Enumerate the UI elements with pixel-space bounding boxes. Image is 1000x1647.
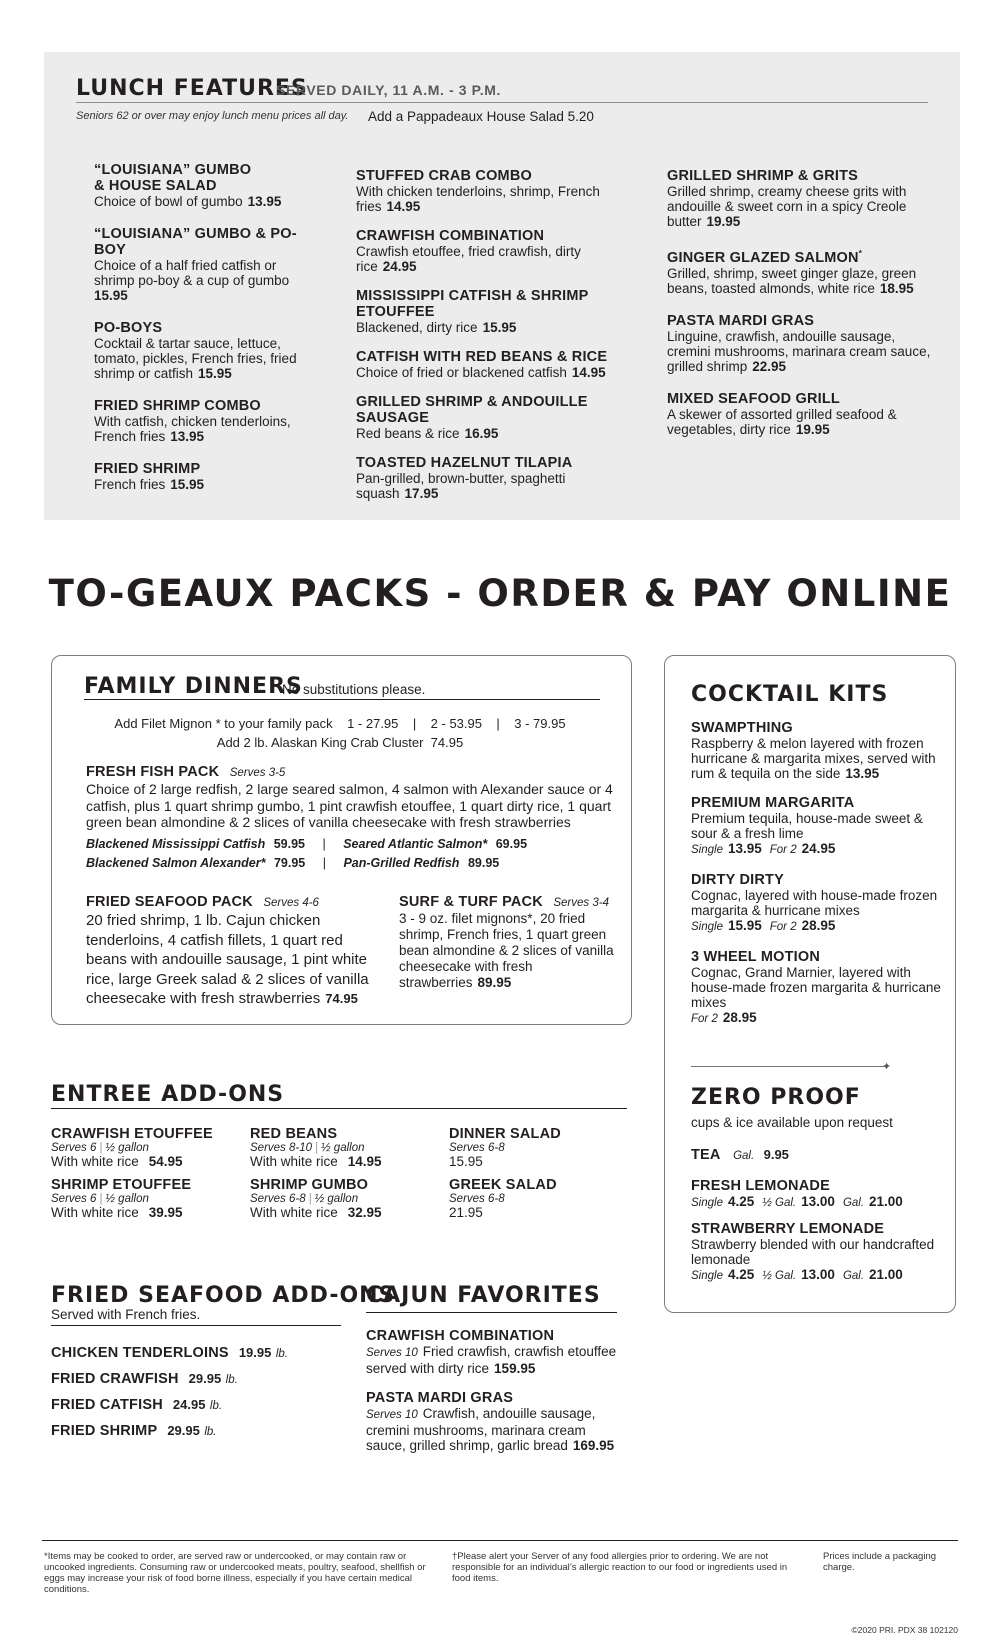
- item-name: RED BEANS: [250, 1126, 338, 1142]
- lunch-divider: [76, 102, 928, 103]
- entree-column-3: [449, 1126, 634, 1220]
- menu-item: [667, 391, 932, 437]
- item-name: DINNER SALAD: [449, 1126, 561, 1142]
- item-name: CATFISH WITH RED BEANS & RICE: [356, 349, 608, 365]
- item-name: TOASTED HAZELNUT TILAPIA: [356, 455, 573, 471]
- menu-item: [356, 288, 626, 335]
- item-desc: With white rice 54.95: [51, 1154, 183, 1169]
- item-price: 18.95: [879, 280, 914, 296]
- menu-item: [667, 313, 932, 374]
- item-name: STRAWBERRY LEMONADE: [691, 1221, 885, 1237]
- item-prices: Single 4.25 ½ Gal. 13.00 Gal. 21.00: [691, 1267, 903, 1282]
- item-name: STUFFED CRAB COMBO: [356, 168, 532, 184]
- item-name: MISSISSIPPI CATFISH & SHRIMP ETOUFFEE: [356, 288, 589, 320]
- fried-seafood-addons-list: [51, 1344, 341, 1448]
- gal-label: Gal.: [733, 1150, 755, 1162]
- item-name: TEA: [691, 1147, 721, 1163]
- item-desc: Strawberry blended with our handcrafted lemonade: [691, 1237, 935, 1267]
- item-price: 21.95: [449, 1205, 483, 1220]
- list-item: FRIED SHRIMP 29.95 lb.: [51, 1423, 217, 1439]
- item-desc: Red beans & rice 16.95: [356, 426, 499, 441]
- footer-allergy-notice: †Please alert your Server of any food allergies prior to ordering. We are not responsible for an individual’s allergic reaction to our food or ingredients used in food items.: [452, 1551, 788, 1584]
- addon-item: [250, 1177, 435, 1220]
- item-price: 14.95: [386, 199, 421, 214]
- item-desc: French fries 15.95: [94, 477, 205, 492]
- item-desc: Blackened, dirty rice 15.95: [356, 320, 517, 335]
- item-desc: Grilled shrimp, creamy cheese grits with andouille & sweet corn in a spicy Creole butter 19.95: [667, 184, 907, 229]
- lunch-column-2: [356, 168, 626, 515]
- item-name: GINGER GLAZED SALMON*: [667, 249, 863, 266]
- fish-option-name: Blackened Salmon Alexander*: [86, 855, 266, 870]
- item-prices: Single 4.25 ½ Gal. 13.00 Gal. 21.00: [691, 1194, 903, 1209]
- item-name: SURF & TURF PACK: [399, 894, 543, 910]
- menu-item: [356, 228, 626, 274]
- item-price: 15.95: [198, 366, 232, 381]
- item-price: 22.95: [752, 358, 787, 374]
- menu-item: [356, 455, 626, 501]
- item-name: “LOUISIANA” GUMBO & PO-BOY: [94, 226, 297, 258]
- lunch-seniors-note: Seniors 62 or over may enjoy lunch menu prices all day.: [76, 110, 349, 122]
- item-serves: Serves 3-5: [229, 767, 286, 779]
- item-name: SHRIMP ETOUFFEE: [51, 1177, 192, 1193]
- zero-proof-subtitle: cups & ice available upon request: [691, 1115, 893, 1130]
- item-name: PASTA MARDI GRAS: [366, 1390, 514, 1406]
- addon-item: [51, 1177, 236, 1220]
- item-price: 15.95: [170, 477, 205, 492]
- zero-proof-title: ZERO PROOF: [691, 1085, 861, 1110]
- item-name: “LOUISIANA” GUMBO: [94, 162, 252, 178]
- menu-item: [667, 246, 932, 296]
- fish-option-price: 69.95: [495, 836, 528, 851]
- menu-item: [94, 226, 314, 303]
- cocktail-item: [691, 949, 941, 1027]
- item-desc: 20 fried shrimp, 1 lb. Cajun chicken tenderloins, 4 catfish fillets, 1 quart red beans with andouille sausage, 1 pint white rice, large Greek salad & 2 slices of vanilla cheesecake with fresh strawberries 74.95: [86, 912, 369, 1007]
- menu-item: [366, 1390, 626, 1453]
- item-name: 3 WHEEL MOTION: [691, 949, 821, 965]
- item-desc: With white rice 14.95: [250, 1154, 382, 1169]
- item-price: 13.95: [845, 766, 880, 781]
- fried-seafood-pack: [86, 893, 386, 1009]
- item-desc: Crawfish etouffee, fried crawfish, dirty rice 24.95: [356, 244, 581, 274]
- surf-turf-pack: [399, 893, 624, 991]
- lunch-house-salad-note: Add a Pappadeaux House Salad 5.20: [368, 109, 594, 124]
- footer-divider: [42, 1540, 958, 1541]
- item-name: PO-BOYS: [94, 320, 163, 336]
- item-price: 15.95: [482, 320, 517, 335]
- item-name: SWAMPTHING: [691, 720, 793, 736]
- item-prices: Single 13.95 For 2 24.95: [691, 841, 836, 856]
- entree-column-1: [51, 1126, 236, 1220]
- fish-option-name: Seared Atlantic Salmon*: [343, 836, 488, 851]
- zero-proof-list: [691, 1146, 941, 1284]
- item-prices: For 2 28.95: [691, 1010, 757, 1025]
- fish-option-price: 89.95: [467, 855, 500, 870]
- menu-item: [94, 461, 314, 492]
- item-desc: Premium tequila, house-made sweet & sour & a fresh lime: [691, 811, 923, 841]
- item-desc: Serves 10 Crawfish, andouille sausage, cremini mushrooms, marinara cream sauce, grilled shrimp, garlic bread 169.95: [366, 1406, 615, 1453]
- cocktail-item: [691, 720, 941, 781]
- item-serves: Serves 6 | ½ gallon: [51, 1142, 149, 1154]
- item-name: GREEK SALAD: [449, 1177, 557, 1193]
- item-price: 14.95: [571, 365, 606, 380]
- list-item: FRIED CATFISH 24.95 lb.: [51, 1397, 223, 1413]
- item-desc: With catfish, chicken tenderloins, French fries 13.95: [94, 414, 291, 444]
- menu-item: [94, 398, 314, 444]
- item-serves: Serves 3-4: [553, 897, 609, 909]
- item-name: FRIED SEAFOOD PACK: [86, 894, 253, 910]
- item-serves: Serves 6 | ½ gallon: [51, 1193, 149, 1205]
- fried-seafood-addons-title: FRIED SEAFOOD ADD-ONS: [51, 1283, 396, 1308]
- item-price: 19.95: [795, 421, 830, 437]
- item-prices: Single 15.95 For 2 28.95: [691, 918, 836, 933]
- cajun-divider: [366, 1312, 617, 1313]
- fried-seafood-addons-subtitle: Served with French fries.: [51, 1307, 201, 1322]
- drink-item: [691, 1178, 941, 1211]
- fish-option-name: Blackened Mississippi Catfish: [86, 836, 266, 851]
- item-serves: Serves 6-8: [449, 1193, 505, 1205]
- cocktail-list: [691, 720, 941, 1041]
- entree-addons-title: ENTREE ADD-ONS: [51, 1082, 285, 1107]
- addon-item: [449, 1177, 634, 1220]
- item-price: 15.95: [449, 1154, 483, 1169]
- cajun-favorites-title: CAJUN FAVORITES: [366, 1283, 601, 1308]
- item-desc: Linguine, crawfish, andouille sausage, cremini mushrooms, marinara cream sauce, grilled shrimp 22.95: [667, 328, 931, 374]
- item-serves: Serves 4-6: [263, 897, 319, 909]
- family-add-crab: Add 2 lb. Alaskan King Crab Cluster 74.95: [216, 735, 464, 750]
- item-name: SHRIMP GUMBO: [250, 1177, 369, 1193]
- cajun-favorites-list: [366, 1328, 626, 1453]
- item-price: 74.95: [325, 991, 358, 1006]
- item-price: 15.95: [94, 288, 128, 303]
- item-price: 16.95: [464, 426, 499, 441]
- item-name: PREMIUM MARGARITA: [691, 795, 855, 811]
- cocktail-kits-title: COCKTAIL KITS: [691, 682, 889, 707]
- item-desc: A skewer of assorted grilled seafood & vegetables, dirty rice 19.95: [667, 406, 897, 437]
- item-serves: Serves 8-10 | ½ gallon: [250, 1142, 365, 1154]
- fish-option-name: Pan-Grilled Redfish: [343, 855, 460, 870]
- lunch-column-3: [667, 168, 932, 454]
- asterisk-mark: *: [858, 249, 863, 258]
- item-desc: Serves 10 Fried crawfish, crawfish etouffee served with dirty rice 159.95: [366, 1344, 617, 1376]
- item-name: GRILLED SHRIMP & ANDOUILLE SAUSAGE: [356, 394, 588, 426]
- fish-options: [86, 835, 626, 873]
- item-name: CRAWFISH COMBINATION: [356, 228, 545, 244]
- item-name: CRAWFISH COMBINATION: [366, 1328, 555, 1344]
- item-desc: With white rice 39.95: [51, 1205, 183, 1220]
- drink-item: [691, 1221, 941, 1284]
- item-desc: Choice of fried or blackened catfish 14.95: [356, 365, 606, 380]
- item-name: FRIED SHRIMP COMBO: [94, 398, 261, 414]
- fresh-fish-pack: [86, 763, 626, 873]
- entree-column-2: [250, 1126, 435, 1220]
- menu-item: [356, 394, 626, 441]
- addon-item: [250, 1126, 435, 1169]
- item-serves: Serves 6-8: [449, 1142, 505, 1154]
- item-serves: Serves 6-8 | ½ gallon: [250, 1193, 359, 1205]
- family-no-substitutions: No substitutions please.: [282, 682, 426, 697]
- item-desc: Choice of a half fried catfish or shrimp po-boy & a cup of gumbo 15.95: [94, 258, 290, 303]
- item-name: FRIED SHRIMP: [94, 461, 201, 477]
- menu-item: [366, 1328, 626, 1376]
- family-dinners-title: FAMILY DINNERS: [84, 674, 303, 699]
- lunch-features-section: [44, 52, 960, 520]
- footer-packaging-note: Prices include a packaging charge.: [823, 1551, 937, 1573]
- fish-option-price: 59.95: [273, 836, 305, 851]
- family-add-filet: Add Filet Mignon * to your family pack 1 - 27.95 | 2 - 53.95 | 3 - 79.95: [114, 716, 566, 731]
- lunch-title: LUNCH FEATURES: [76, 76, 308, 101]
- item-desc: Cocktail & tartar sauce, lettuce, tomato, pickles, French fries, fried shrimp or catfish 15.95: [94, 336, 297, 381]
- item-desc: 3 - 9 oz. filet mignons*, 20 fried shrimp, French fries, 1 quart green bean almondine & 2 slices of vanilla cheesecake with fresh strawberries 89.95: [399, 911, 614, 990]
- item-name: CRAWFISH ETOUFFEE: [51, 1126, 213, 1142]
- item-price: 19.95: [706, 214, 741, 229]
- item-desc: With chicken tenderloins, shrimp, French fries 14.95: [356, 184, 600, 214]
- list-item: CHICKEN TENDERLOINS 19.95 lb.: [51, 1345, 288, 1361]
- item-desc: Cognac, layered with house-made frozen margarita & hurricane mixes: [691, 888, 938, 918]
- item-desc: Cognac, Grand Marnier, layered with house-made frozen margarita & hurricane mixes: [691, 965, 941, 1010]
- packs-title: TO-GEAUX PACKS - ORDER & PAY ONLINE: [48, 572, 952, 615]
- fried-seafood-addons-divider: [51, 1325, 341, 1326]
- item-name: MIXED SEAFOOD GRILL: [667, 390, 840, 407]
- menu-item: [94, 162, 314, 209]
- list-item: FRIED CRAWFISH 29.95 lb.: [51, 1371, 238, 1387]
- addon-item: [449, 1126, 634, 1169]
- item-name: DIRTY DIRTY: [691, 872, 784, 888]
- item-price: 17.95: [404, 486, 439, 501]
- lunch-column-1: [94, 162, 314, 509]
- item-name: PASTA MARDI GRAS: [667, 312, 815, 329]
- item-desc: With white rice 32.95: [250, 1205, 382, 1220]
- section-divider: [691, 1066, 887, 1067]
- item-price: 13.95: [170, 429, 205, 444]
- menu-item: [356, 168, 626, 214]
- item-price: 9.95: [763, 1147, 789, 1162]
- menu-item: [356, 349, 626, 380]
- drink-item: [691, 1146, 941, 1164]
- divider-ornament-icon: ✦: [882, 1061, 892, 1073]
- footer-raw-food-notice: *Items may be cooked to order, are served raw or undercooked, or may contain raw or uncooked ingredients. Consuming raw or undercooked meats, poultry, seafood, shellfish or eggs may increase your risk of food borne illness, especially if you have certain medical conditions.: [44, 1551, 426, 1595]
- item-name: FRESH LEMONADE: [691, 1178, 830, 1194]
- menu-item: [94, 320, 314, 381]
- entree-divider: [51, 1108, 627, 1109]
- item-desc: Choice of 2 large redfish, 2 large seared salmon, 4 salmon with Alexander sauce or 4 catfish, plus 1 quart shrimp gumbo, 1 pint crawfish etouffee, 1 quart dirty rice, 1 quart green bean almondine & 2 slices of vanilla cheesecake with fresh strawberries: [86, 781, 613, 830]
- separator: |: [322, 836, 326, 851]
- footer-copyright: ©2020 PRI. PDX 38 102120: [851, 1625, 958, 1635]
- item-price: 89.95: [477, 975, 512, 990]
- cocktail-item: [691, 872, 941, 935]
- item-name-line2: & HOUSE SALAD: [94, 178, 217, 194]
- item-desc: Choice of bowl of gumbo 13.95: [94, 194, 282, 209]
- family-divider: [84, 699, 600, 700]
- item-price: 13.95: [247, 194, 282, 209]
- item-name: GRILLED SHRIMP & GRITS: [667, 168, 859, 184]
- separator: |: [322, 855, 326, 870]
- menu-item: [667, 168, 932, 229]
- addon-item: [51, 1126, 236, 1169]
- cocktail-item: [691, 795, 941, 858]
- item-price: 24.95: [382, 259, 417, 274]
- item-name: FRESH FISH PACK: [86, 764, 220, 780]
- lunch-served-hours: SERVED DAILY, 11 A.M. - 3 P.M.: [276, 82, 501, 98]
- item-desc: Grilled, shrimp, sweet ginger glaze, green beans, toasted almonds, white rice 18.95: [667, 265, 917, 296]
- item-desc: Raspberry & melon layered with frozen hurricane & margarita mixes, served with rum & tequila on the side 13.95: [691, 736, 936, 781]
- fish-option-price: 79.95: [273, 855, 306, 870]
- item-desc: Pan-grilled, brown-butter, spaghetti squash 17.95: [356, 471, 566, 501]
